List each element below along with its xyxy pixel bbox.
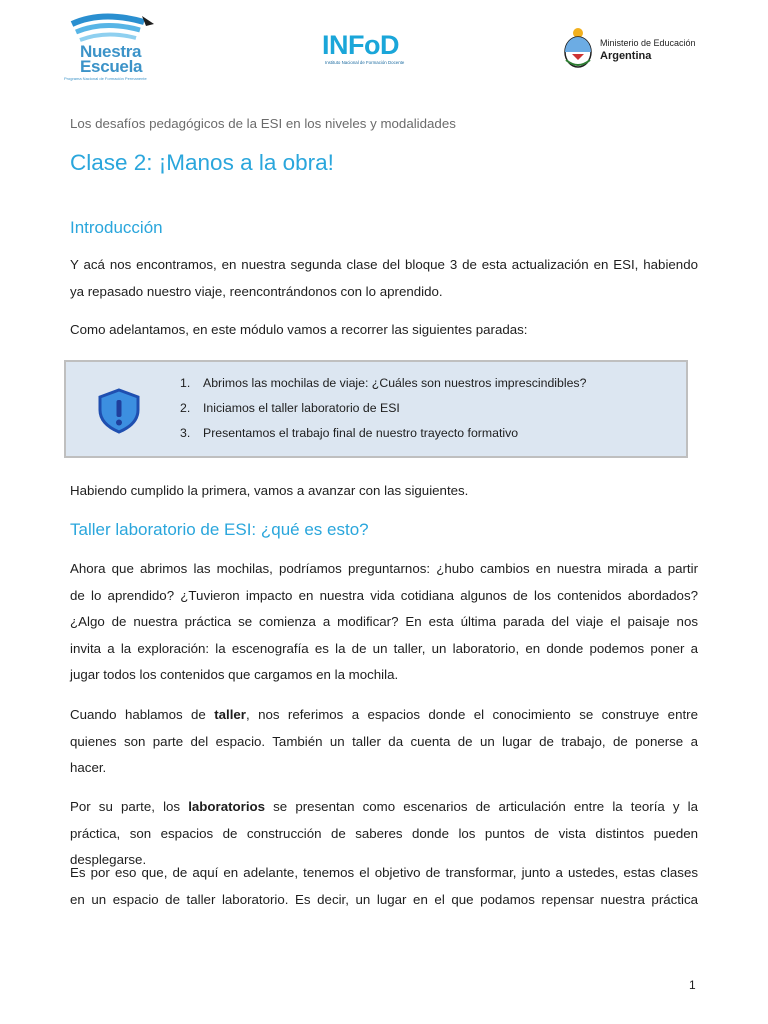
page-number: 1 [689,978,696,992]
nuestra-escuela-subtitle: Programa Nacional de Formación Permanente [64,76,147,81]
taller-intro-paragraph: Ahora que abrimos las mochilas, podríamos preguntarnos: ¿hubo cambios en nuestra mirada a partir de lo aprendido? ¿Tuvieron impacto en nuestra vida cotidiana algunos de los contenidos abordados? ¿Algo de nuestra práctica se comienza a modificar? En esta última parada del viaje el paisaje nos invita a la exploración: la escenografía es la de un taller, un laboratorio, en donde podemos poner a jugar todos los contenidos que cargamos en la mochila. [70,561,698,682]
laboratorio-definition-paragraph: Por su parte, los laboratorios se presentan como escenarios de articulación entre la teoría y la práctica, son espacios de construcción de saberes donde los puntos de vista distintos pueden desplegarse. [70,799,699,867]
stops-list [180,375,586,450]
taller-heading: Taller laboratorio de ESI: ¿qué es esto? [70,520,369,539]
infod-subtitle: Instituto Nacional de Formación Docente [325,60,405,65]
class-title: Clase 2: ¡Manos a la obra! [70,150,334,175]
infod-name: INFoD [322,30,399,60]
introduction-heading: Introducción [70,218,163,237]
list-item: 1. Abrimos las mochilas de viaje: ¿Cuáles son nuestros imprescindibles? [180,376,587,390]
argentina-coat-of-arms-icon [562,26,594,70]
nuestra-escuela-logo [62,10,172,85]
course-title: Los desafíos pedagógicos de la ESI en los niveles y modalidades [70,116,456,131]
taller-definition-paragraph: Cuando hablamos de taller, nos referimos a espacios donde el conocimiento se construye entre quienes son parte del espacio. También un taller da cuenta de un lugar de trabajo, de ponerse a hacer. [70,707,698,775]
list-item: 2. Iniciamos el taller laboratorio de ESI [180,401,400,415]
shield-alert-icon [94,386,144,436]
ministerio-line2: Argentina [600,50,652,62]
intro-paragraph: Y acá nos encontramos, en nuestra segunda clase del bloque 3 de esta actualización en ESI, habiendo ya repasado nuestro viaje, reencontrándonos con lo aprendido. [70,257,698,299]
infod-logo [322,30,442,70]
stops-callout [64,360,688,458]
ministerio-line1: Ministerio de Educación [600,38,696,48]
stops-intro-paragraph: Como adelantamos, en este módulo vamos a recorrer las siguientes paradas: [70,322,528,337]
nuestra-escuela-name: Nuestra Escuela [80,42,143,76]
ministerio-logo [562,26,722,72]
nuestra-escuela-arcs-icon [62,10,172,46]
progress-paragraph: Habiendo cumplido la primera, vamos a avanzar con las siguientes. [70,483,469,498]
list-item: 3. Presentamos el trabajo final de nuestro trayecto formativo [180,426,519,440]
objective-paragraph: Es por eso que, de aquí en adelante, tenemos el objetivo de transformar, junto a ustedes, estas clases en un espacio de taller laboratorio. Es decir, un lugar en el que podamos repensar nuestra práctica [70,865,698,907]
